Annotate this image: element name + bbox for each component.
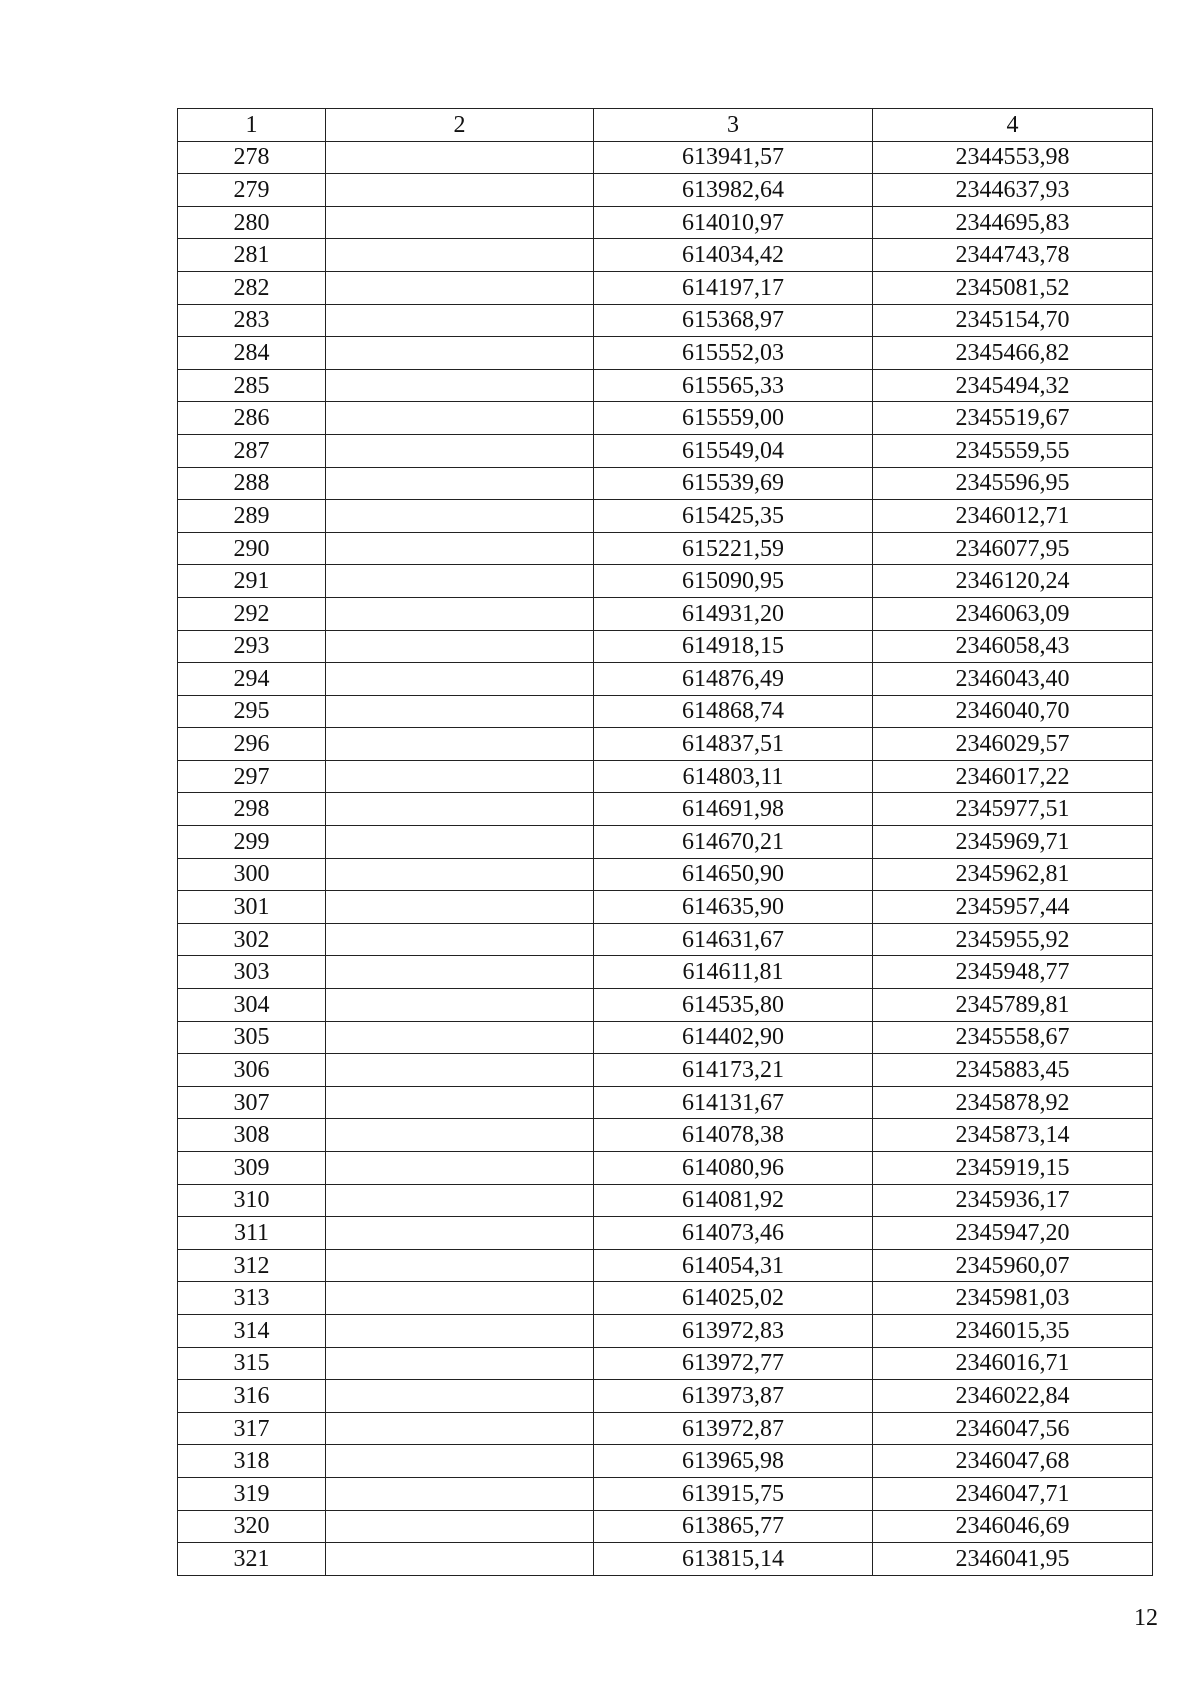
point-number-cell: 284: [178, 337, 326, 370]
coordinate-y-cell: 2345494,32: [873, 369, 1153, 402]
point-number-cell: 299: [178, 826, 326, 859]
table-row: [178, 1021, 1153, 1054]
coordinate-x-cell: 614837,51: [594, 728, 873, 761]
coordinate-y-cell: 2346047,71: [873, 1477, 1153, 1510]
table-row: [178, 1347, 1153, 1380]
point-number-cell: 283: [178, 304, 326, 337]
empty-cell: [326, 663, 594, 696]
coordinate-y-cell: 2346016,71: [873, 1347, 1153, 1380]
coordinate-y-cell: 2346041,95: [873, 1543, 1153, 1576]
point-number-cell: 307: [178, 1086, 326, 1119]
coordinate-y-cell: 2346022,84: [873, 1380, 1153, 1413]
coordinate-x-cell: 614080,96: [594, 1152, 873, 1185]
header-col-1: 1: [178, 109, 326, 142]
empty-cell: [326, 1184, 594, 1217]
coordinate-x-cell: 615549,04: [594, 434, 873, 467]
coordinate-y-cell: 2346040,70: [873, 695, 1153, 728]
point-number-cell: 279: [178, 174, 326, 207]
table-row: [178, 1282, 1153, 1315]
table-row: [178, 1380, 1153, 1413]
table-row: [178, 793, 1153, 826]
table-row: [178, 891, 1153, 924]
point-number-cell: 291: [178, 565, 326, 598]
empty-cell: [326, 793, 594, 826]
point-number-cell: 281: [178, 239, 326, 272]
coordinate-x-cell: 613972,87: [594, 1412, 873, 1445]
coordinate-x-cell: 615539,69: [594, 467, 873, 500]
empty-cell: [326, 1086, 594, 1119]
point-number-cell: 289: [178, 500, 326, 533]
table-row: [178, 1510, 1153, 1543]
table-row: [178, 989, 1153, 1022]
point-number-cell: 297: [178, 760, 326, 793]
point-number-cell: 300: [178, 858, 326, 891]
table-row: [178, 239, 1153, 272]
coordinate-y-cell: 2346120,24: [873, 565, 1153, 598]
empty-cell: [326, 565, 594, 598]
table-row: [178, 206, 1153, 239]
table-row: [178, 630, 1153, 663]
point-number-cell: 303: [178, 956, 326, 989]
empty-cell: [326, 337, 594, 370]
table-row: [178, 1119, 1153, 1152]
coordinate-y-cell: 2345947,20: [873, 1217, 1153, 1250]
coordinate-y-cell: 2345936,17: [873, 1184, 1153, 1217]
empty-cell: [326, 402, 594, 435]
empty-cell: [326, 1445, 594, 1478]
empty-cell: [326, 1119, 594, 1152]
table-row: [178, 1152, 1153, 1185]
empty-cell: [326, 500, 594, 533]
table-row: [178, 500, 1153, 533]
table-row: [178, 858, 1153, 891]
empty-cell: [326, 858, 594, 891]
coordinate-x-cell: 614034,42: [594, 239, 873, 272]
coordinate-y-cell: 2345873,14: [873, 1119, 1153, 1152]
table-header-row: [178, 109, 1153, 142]
table-row: [178, 1445, 1153, 1478]
coordinate-x-cell: 614078,38: [594, 1119, 873, 1152]
point-number-cell: 320: [178, 1510, 326, 1543]
coordinate-y-cell: 2346015,35: [873, 1314, 1153, 1347]
coordinate-x-cell: 613915,75: [594, 1477, 873, 1510]
coordinate-x-cell: 614868,74: [594, 695, 873, 728]
coordinate-x-cell: 614402,90: [594, 1021, 873, 1054]
table-row: [178, 369, 1153, 402]
table-row: [178, 532, 1153, 565]
empty-cell: [326, 956, 594, 989]
empty-cell: [326, 1543, 594, 1576]
point-number-cell: 295: [178, 695, 326, 728]
coordinate-x-cell: 615090,95: [594, 565, 873, 598]
point-number-cell: 308: [178, 1119, 326, 1152]
point-number-cell: 314: [178, 1314, 326, 1347]
coordinate-y-cell: 2345919,15: [873, 1152, 1153, 1185]
point-number-cell: 287: [178, 434, 326, 467]
table-row: [178, 597, 1153, 630]
table-row: [178, 467, 1153, 500]
coordinate-y-cell: 2346063,09: [873, 597, 1153, 630]
coordinate-x-cell: 614025,02: [594, 1282, 873, 1315]
coordinate-y-cell: 2346017,22: [873, 760, 1153, 793]
page-number: 12: [1134, 1605, 1158, 1631]
coordinate-x-cell: 613982,64: [594, 174, 873, 207]
point-number-cell: 306: [178, 1054, 326, 1087]
point-number-cell: 302: [178, 923, 326, 956]
empty-cell: [326, 1347, 594, 1380]
coordinate-y-cell: 2346043,40: [873, 663, 1153, 696]
table-row: [178, 826, 1153, 859]
coordinate-x-cell: 614173,21: [594, 1054, 873, 1087]
table-row: [178, 1543, 1153, 1576]
header-col-2: 2: [326, 109, 594, 142]
coordinate-y-cell: 2345466,82: [873, 337, 1153, 370]
table-row: [178, 923, 1153, 956]
table-row: [178, 337, 1153, 370]
coordinate-y-cell: 2345519,67: [873, 402, 1153, 435]
table-body: [178, 141, 1153, 1575]
empty-cell: [326, 532, 594, 565]
coordinate-y-cell: 2346012,71: [873, 500, 1153, 533]
coordinate-x-cell: 615565,33: [594, 369, 873, 402]
empty-cell: [326, 1217, 594, 1250]
coordinate-y-cell: 2345154,70: [873, 304, 1153, 337]
point-number-cell: 286: [178, 402, 326, 435]
coordinate-x-cell: 615559,00: [594, 402, 873, 435]
point-number-cell: 288: [178, 467, 326, 500]
empty-cell: [326, 467, 594, 500]
coordinate-y-cell: 2345883,45: [873, 1054, 1153, 1087]
point-number-cell: 292: [178, 597, 326, 630]
empty-cell: [326, 1021, 594, 1054]
point-number-cell: 290: [178, 532, 326, 565]
table-row: [178, 174, 1153, 207]
coordinate-y-cell: 2345962,81: [873, 858, 1153, 891]
empty-cell: [326, 141, 594, 174]
coordinate-x-cell: 614918,15: [594, 630, 873, 663]
empty-cell: [326, 1054, 594, 1087]
coordinate-x-cell: 614650,90: [594, 858, 873, 891]
point-number-cell: 278: [178, 141, 326, 174]
coordinate-x-cell: 614803,11: [594, 760, 873, 793]
coordinate-y-cell: 2344695,83: [873, 206, 1153, 239]
point-number-cell: 318: [178, 1445, 326, 1478]
coordinate-x-cell: 614073,46: [594, 1217, 873, 1250]
table-row: [178, 760, 1153, 793]
point-number-cell: 317: [178, 1412, 326, 1445]
coordinates-table: [177, 108, 1153, 1576]
empty-cell: [326, 434, 594, 467]
point-number-cell: 285: [178, 369, 326, 402]
empty-cell: [326, 630, 594, 663]
coordinate-x-cell: 615368,97: [594, 304, 873, 337]
point-number-cell: 316: [178, 1380, 326, 1413]
empty-cell: [326, 1152, 594, 1185]
point-number-cell: 294: [178, 663, 326, 696]
empty-cell: [326, 369, 594, 402]
header-col-4: 4: [873, 109, 1153, 142]
coordinate-y-cell: 2345955,92: [873, 923, 1153, 956]
empty-cell: [326, 206, 594, 239]
empty-cell: [326, 1477, 594, 1510]
coordinate-x-cell: 613973,87: [594, 1380, 873, 1413]
empty-cell: [326, 597, 594, 630]
table-row: [178, 1477, 1153, 1510]
empty-cell: [326, 695, 594, 728]
table-row: [178, 434, 1153, 467]
point-number-cell: 305: [178, 1021, 326, 1054]
table-row: [178, 1314, 1153, 1347]
table-row: [178, 565, 1153, 598]
point-number-cell: 312: [178, 1249, 326, 1282]
coordinate-x-cell: 615221,59: [594, 532, 873, 565]
coordinate-x-cell: 614611,81: [594, 956, 873, 989]
coordinate-y-cell: 2346077,95: [873, 532, 1153, 565]
coordinate-y-cell: 2345559,55: [873, 434, 1153, 467]
table-row: [178, 663, 1153, 696]
coordinate-y-cell: 2346047,68: [873, 1445, 1153, 1478]
coordinate-y-cell: 2346047,56: [873, 1412, 1153, 1445]
coordinate-x-cell: 613865,77: [594, 1510, 873, 1543]
table-row: [178, 141, 1153, 174]
coordinate-y-cell: 2345558,67: [873, 1021, 1153, 1054]
coordinate-y-cell: 2345948,77: [873, 956, 1153, 989]
table-row: [178, 304, 1153, 337]
empty-cell: [326, 271, 594, 304]
point-number-cell: 298: [178, 793, 326, 826]
table-row: [178, 1217, 1153, 1250]
point-number-cell: 296: [178, 728, 326, 761]
coordinate-y-cell: 2345957,44: [873, 891, 1153, 924]
empty-cell: [326, 760, 594, 793]
point-number-cell: 304: [178, 989, 326, 1022]
coordinate-y-cell: 2345878,92: [873, 1086, 1153, 1119]
coordinate-x-cell: 613972,77: [594, 1347, 873, 1380]
empty-cell: [326, 1249, 594, 1282]
table-row: [178, 956, 1153, 989]
coordinate-x-cell: 614054,31: [594, 1249, 873, 1282]
coordinate-y-cell: 2345789,81: [873, 989, 1153, 1022]
point-number-cell: 313: [178, 1282, 326, 1315]
table-row: [178, 1054, 1153, 1087]
empty-cell: [326, 1380, 594, 1413]
table-row: [178, 271, 1153, 304]
empty-cell: [326, 1314, 594, 1347]
coordinate-y-cell: 2345960,07: [873, 1249, 1153, 1282]
empty-cell: [326, 304, 594, 337]
coordinate-y-cell: 2344553,98: [873, 141, 1153, 174]
coordinate-x-cell: 614010,97: [594, 206, 873, 239]
coordinate-x-cell: 613815,14: [594, 1543, 873, 1576]
coordinate-x-cell: 615552,03: [594, 337, 873, 370]
coordinates-table-container: [177, 108, 1152, 1576]
empty-cell: [326, 174, 594, 207]
table-row: [178, 695, 1153, 728]
coordinate-x-cell: 615425,35: [594, 500, 873, 533]
empty-cell: [326, 728, 594, 761]
empty-cell: [326, 1282, 594, 1315]
point-number-cell: 319: [178, 1477, 326, 1510]
table-row: [178, 1412, 1153, 1445]
point-number-cell: 309: [178, 1152, 326, 1185]
coordinate-x-cell: 614691,98: [594, 793, 873, 826]
point-number-cell: 301: [178, 891, 326, 924]
point-number-cell: 282: [178, 271, 326, 304]
coordinate-y-cell: 2345977,51: [873, 793, 1153, 826]
empty-cell: [326, 989, 594, 1022]
coordinate-y-cell: 2346058,43: [873, 630, 1153, 663]
table-row: [178, 402, 1153, 435]
coordinate-x-cell: 614876,49: [594, 663, 873, 696]
table-row: [178, 1086, 1153, 1119]
header-col-3: 3: [594, 109, 873, 142]
table-row: [178, 728, 1153, 761]
coordinate-y-cell: 2344637,93: [873, 174, 1153, 207]
empty-cell: [326, 1412, 594, 1445]
coordinate-x-cell: 614631,67: [594, 923, 873, 956]
empty-cell: [326, 923, 594, 956]
empty-cell: [326, 891, 594, 924]
coordinate-x-cell: 614931,20: [594, 597, 873, 630]
coordinate-x-cell: 614635,90: [594, 891, 873, 924]
coordinate-x-cell: 614535,80: [594, 989, 873, 1022]
coordinate-x-cell: 613941,57: [594, 141, 873, 174]
coordinate-x-cell: 614197,17: [594, 271, 873, 304]
point-number-cell: 311: [178, 1217, 326, 1250]
coordinate-y-cell: 2346029,57: [873, 728, 1153, 761]
point-number-cell: 321: [178, 1543, 326, 1576]
coordinate-x-cell: 614081,92: [594, 1184, 873, 1217]
coordinate-y-cell: 2345969,71: [873, 826, 1153, 859]
point-number-cell: 310: [178, 1184, 326, 1217]
coordinate-x-cell: 614131,67: [594, 1086, 873, 1119]
coordinate-y-cell: 2345081,52: [873, 271, 1153, 304]
coordinate-x-cell: 614670,21: [594, 826, 873, 859]
empty-cell: [326, 239, 594, 272]
coordinate-y-cell: 2345981,03: [873, 1282, 1153, 1315]
table-row: [178, 1249, 1153, 1282]
point-number-cell: 293: [178, 630, 326, 663]
coordinate-y-cell: 2346046,69: [873, 1510, 1153, 1543]
coordinate-x-cell: 613965,98: [594, 1445, 873, 1478]
coordinate-y-cell: 2344743,78: [873, 239, 1153, 272]
coordinate-x-cell: 613972,83: [594, 1314, 873, 1347]
coordinate-y-cell: 2345596,95: [873, 467, 1153, 500]
empty-cell: [326, 1510, 594, 1543]
point-number-cell: 280: [178, 206, 326, 239]
table-row: [178, 1184, 1153, 1217]
point-number-cell: 315: [178, 1347, 326, 1380]
empty-cell: [326, 826, 594, 859]
